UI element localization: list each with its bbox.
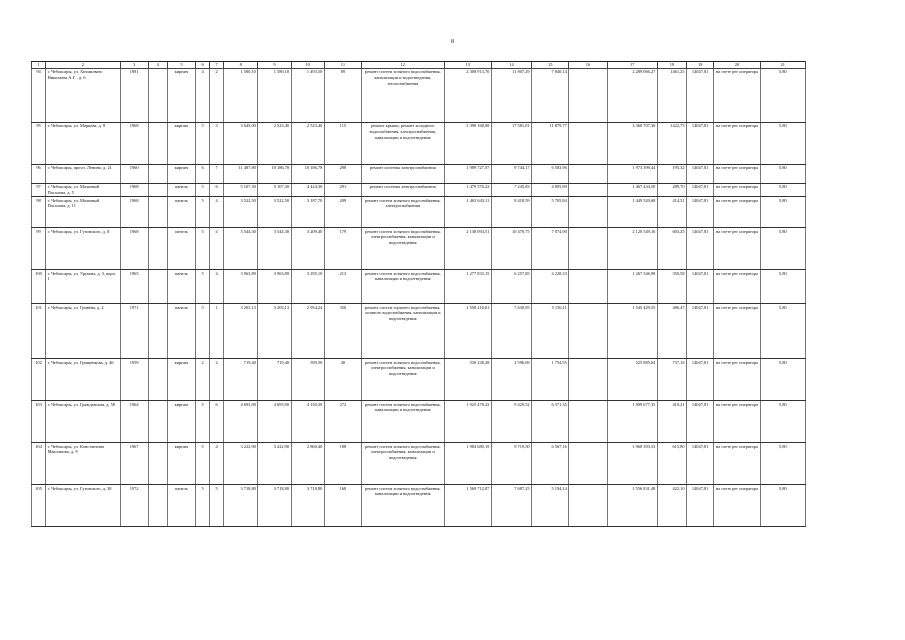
cell-planned-year: 5,80 xyxy=(760,164,805,183)
cell-residents: 213 xyxy=(324,270,361,304)
column-number-20: 20 xyxy=(714,62,760,69)
cell-fund-share: 9 744,17 xyxy=(491,164,531,183)
cell-fund-share: 7 245,83 xyxy=(491,183,531,196)
cell-year-built: 1967 xyxy=(120,443,148,485)
cell-repair-works: ремонт систем хозяного водоснабжения, электроснабжения xyxy=(362,197,445,228)
cell-premises-area: 3 203,13 xyxy=(258,304,291,359)
cell-year-commissioning xyxy=(148,183,167,196)
cell-municipal-share xyxy=(569,485,607,527)
cell-residential-area: 4 424,30 xyxy=(291,183,324,196)
cell-municipal-share xyxy=(569,443,607,485)
cell-residential-area: 4 150,30 xyxy=(291,401,324,443)
cell-municipal-share xyxy=(569,68,607,122)
cell-year-built: 1971 xyxy=(120,304,148,359)
cell-address: г. Чебоксары, ул. Константина Максимова, д. 9 xyxy=(46,443,120,485)
cell-cost-per-sqm: 1461,25 xyxy=(657,68,686,122)
cell-max-cost-per-sqm: 14047,81 xyxy=(687,228,714,270)
cell-entrances: 4 xyxy=(210,197,224,228)
cell-floors: 5 xyxy=(196,485,210,527)
table-row xyxy=(32,122,806,164)
cell-wall-material: кирпич xyxy=(167,68,195,122)
cell-cost-per-sqm: 615,80 xyxy=(657,443,686,485)
cell-budget-share: 5 705,84 xyxy=(532,197,569,228)
cell-residents: 89 xyxy=(324,68,361,122)
cell-floors: 5 xyxy=(196,228,210,270)
cell-entrances: 6 xyxy=(210,401,224,443)
cell-row-number: 101 xyxy=(32,304,46,359)
cell-entrances: 7 xyxy=(210,164,224,183)
cell-repair-works: ремонт систем хозяного водоснабжения, канализации и водоотведения xyxy=(362,485,445,527)
cell-repair-works: ремонт систем хозяного водоснабжения, канализации и водоотведения xyxy=(362,401,445,443)
cell-row-number: 104 xyxy=(32,443,46,485)
cell-year-built: 1968 xyxy=(120,122,148,164)
cell-total-cost: 3 390 168,08 xyxy=(444,122,491,164)
cell-cost-per-sqm: 195,32 xyxy=(657,164,686,183)
cell-fund-share: 11 807,29 xyxy=(491,68,531,122)
cell-municipal-share xyxy=(569,122,607,164)
cell-total-cost: 1 569 712,87 xyxy=(444,485,491,527)
cell-repair-works: ремонт систем хозяного водоснабжения, канализации и водоотведения xyxy=(362,270,445,304)
cell-cost-per-sqm: 289,70 xyxy=(657,183,686,196)
cell-residential-area: 2 860,40 xyxy=(291,443,324,485)
cell-floors: 5 xyxy=(196,197,210,228)
cell-total-area: 3 522,50 xyxy=(224,197,258,228)
cell-municipal-share xyxy=(569,197,607,228)
cell-wall-material: панель xyxy=(167,228,195,270)
cell-owners-share: 1 973 399,44 xyxy=(607,164,657,183)
cell-row-number: 97 xyxy=(32,183,46,196)
cell-year-built: 1965 xyxy=(120,270,148,304)
cell-fund-share: 2 596,69 xyxy=(491,359,531,401)
table-body xyxy=(32,68,806,526)
column-number-14: 14 xyxy=(491,62,531,69)
cell-municipal-share xyxy=(569,359,607,401)
cell-owners-share: 2 289 066,27 xyxy=(607,68,657,122)
column-number-17: 17 xyxy=(607,62,657,69)
column-number-19: 19 xyxy=(687,62,714,69)
cell-fund-share: 6 257,85 xyxy=(491,270,531,304)
cell-row-number: 105 xyxy=(32,485,46,527)
cell-entrances: 5 xyxy=(210,485,224,527)
column-number-10: 10 xyxy=(291,62,324,69)
cell-funding-method: на счете рег оператора xyxy=(714,68,760,122)
cell-premises-area: 4 693,90 xyxy=(258,401,291,443)
cell-year-built: 1972 xyxy=(120,485,148,527)
table-row xyxy=(32,164,806,183)
cell-year-built: 1960 xyxy=(120,164,148,183)
cell-max-cost-per-sqm: 14047,81 xyxy=(687,164,714,183)
cell-planned-year: 5,80 xyxy=(760,401,805,443)
cell-max-cost-per-sqm: 14047,81 xyxy=(687,122,714,164)
cell-row-number: 96 xyxy=(32,164,46,183)
cell-fund-share: 8 418,59 xyxy=(491,197,531,228)
cell-residential-area: 10 186,78 xyxy=(291,164,324,183)
cell-total-cost: 1 277 833,15 xyxy=(444,270,491,304)
cell-entrances: 4 xyxy=(210,270,224,304)
cell-wall-material: кирпич xyxy=(167,443,195,485)
cell-budget-share: 1 754,55 xyxy=(532,359,569,401)
cell-repair-works: ремонт крыши, ремонт холодного водоснабжения, электроснабжения, канализации и водоотведения xyxy=(362,122,445,164)
cell-fund-share: 10 470,75 xyxy=(491,228,531,270)
cell-row-number: 103 xyxy=(32,401,46,443)
cell-residents: 115 xyxy=(324,122,361,164)
cell-total-area: 5 107,30 xyxy=(224,183,258,196)
cell-planned-year: 5,80 xyxy=(760,443,805,485)
cell-total-cost: 530 238,28 xyxy=(444,359,491,401)
cell-row-number: 98 xyxy=(32,197,46,228)
cell-total-area: 3 645,00 xyxy=(224,122,258,164)
cell-year-commissioning xyxy=(148,401,167,443)
cell-year-commissioning xyxy=(148,228,167,270)
cell-funding-method: на счете рег оператора xyxy=(714,164,760,183)
cell-residential-area: 1 493,50 xyxy=(291,68,324,122)
cell-funding-method: на счете рег оператора xyxy=(714,443,760,485)
cell-planned-year: 5,80 xyxy=(760,359,805,401)
cell-premises-area: 3 718,80 xyxy=(258,485,291,527)
cell-repair-works: ремонт систем горячего водоснабжения, хозяного водоснабжения, канализации и водоотведения xyxy=(362,304,445,359)
cell-planned-year: 5,80 xyxy=(760,197,805,228)
table-row xyxy=(32,304,806,359)
cell-total-area: 4 693,90 xyxy=(224,401,258,443)
cell-max-cost-per-sqm: 14047,81 xyxy=(687,197,714,228)
cell-owners-share: 1 909 677,35 xyxy=(607,401,657,443)
table-row xyxy=(32,485,806,527)
cell-residential-area: 3 209,40 xyxy=(291,228,324,270)
cell-year-built: 1964 xyxy=(120,401,148,443)
cell-municipal-share xyxy=(569,228,607,270)
cell-total-area: 3 222,90 xyxy=(224,443,258,485)
cell-total-cost: 1 479 576,22 xyxy=(444,183,491,196)
cell-owners-share: 1 968 393,53 xyxy=(607,443,657,485)
cell-year-commissioning xyxy=(148,485,167,527)
cell-fund-share: 17 581,01 xyxy=(491,122,531,164)
cell-max-cost-per-sqm: 14047,81 xyxy=(687,401,714,443)
cell-max-cost-per-sqm: 14047,81 xyxy=(687,304,714,359)
cell-year-commissioning xyxy=(148,164,167,183)
cell-max-cost-per-sqm: 14047,81 xyxy=(687,68,714,122)
column-number-8: 8 xyxy=(224,62,258,69)
cell-entrances: 4 xyxy=(210,443,224,485)
cell-row-number: 99 xyxy=(32,228,46,270)
cell-wall-material: панель xyxy=(167,270,195,304)
cell-floors: 5 xyxy=(196,183,210,196)
column-number-2: 2 xyxy=(46,62,120,69)
table-row xyxy=(32,228,806,270)
cell-repair-works: ремонт системы электроснабжения xyxy=(362,164,445,183)
cell-residential-area: 3 295,10 xyxy=(291,270,324,304)
cell-floors: 5 xyxy=(196,401,210,443)
cell-floors: 6 xyxy=(196,164,210,183)
cell-budget-share: 5 194,14 xyxy=(532,485,569,527)
column-number-16: 16 xyxy=(569,62,607,69)
cell-residents: 298 xyxy=(324,164,361,183)
cell-owners-share: 3 360 707,30 xyxy=(607,122,657,164)
cell-budget-share: 6 567,16 xyxy=(532,443,569,485)
cell-year-commissioning xyxy=(148,122,167,164)
cell-cost-per-sqm: 410,21 xyxy=(657,401,686,443)
cell-owners-share: 525 885,04 xyxy=(607,359,657,401)
cell-year-built: 1968 xyxy=(120,197,148,228)
cell-year-built: 1981 xyxy=(120,68,148,122)
table-row xyxy=(32,197,806,228)
table-row xyxy=(32,68,806,122)
cell-residents: 350 xyxy=(324,304,361,359)
cell-premises-area: 10 186,78 xyxy=(258,164,291,183)
column-number-4: 4 xyxy=(148,62,167,69)
cell-cost-per-sqm: 486,47 xyxy=(657,304,686,359)
cell-total-cost: 1 558 216,61 xyxy=(444,304,491,359)
cell-residents: 209 xyxy=(324,197,361,228)
cell-total-area: 11 487,80 xyxy=(224,164,258,183)
cell-premises-area: 5 107,30 xyxy=(258,183,291,196)
cell-address: г. Чебоксары, ул. Малинкой Пасалова, д. 11 xyxy=(46,197,120,228)
cell-total-area: 3 203,13 xyxy=(224,304,258,359)
table-row xyxy=(32,359,806,401)
cell-cost-per-sqm: 737,16 xyxy=(657,359,686,401)
cell-floors: 2 xyxy=(196,359,210,401)
table-row xyxy=(32,183,806,196)
cell-year-commissioning xyxy=(148,68,167,122)
cell-repair-works: ремонт систем хозяного водоснабжения, электроснабжения, канализации и водоотведения xyxy=(362,228,445,270)
column-number-3: 3 xyxy=(120,62,148,69)
cell-funding-method: на счете рег оператора xyxy=(714,401,760,443)
cell-total-area: 3 963,89 xyxy=(224,270,258,304)
cell-address: г. Чебоксары, ул. Гузовского, д. 8 xyxy=(46,228,120,270)
cell-budget-share: 11 879,77 xyxy=(532,122,569,164)
cell-budget-share: 6 371,35 xyxy=(532,401,569,443)
cell-address: г. Чебоксары, просп. Ленина, д. 21 xyxy=(46,164,120,183)
cell-wall-material: панель xyxy=(167,183,195,196)
cell-residents: 272 xyxy=(324,401,361,443)
cell-premises-area: 3 544,30 xyxy=(258,228,291,270)
cell-wall-material: панель xyxy=(167,304,195,359)
cell-year-built: 1968 xyxy=(120,228,148,270)
cell-fund-share: 7 687,25 xyxy=(491,485,531,527)
cell-floors: 5 xyxy=(196,304,210,359)
cell-planned-year: 5,80 xyxy=(760,228,805,270)
cell-budget-share: 6 583,96 xyxy=(532,164,569,183)
cell-total-cost: 1 463 643,11 xyxy=(444,197,491,228)
column-number-5: 5 xyxy=(167,62,195,69)
cell-municipal-share xyxy=(569,401,607,443)
cell-funding-method: на счете рег оператора xyxy=(714,183,760,196)
cell-premises-area: 3 222,90 xyxy=(258,443,291,485)
cell-address: г. Чебоксары, ул. Хочмилвато Николаева А.Г. , д. 6 xyxy=(46,68,120,122)
column-number-18: 18 xyxy=(657,62,686,69)
cell-repair-works: ремонт системы электроснабжения xyxy=(362,183,445,196)
table-row xyxy=(32,443,806,485)
cell-total-cost: 2 138 094,51 xyxy=(444,228,491,270)
cell-municipal-share xyxy=(569,304,607,359)
cell-entrances: 4 xyxy=(210,228,224,270)
cell-cost-per-sqm: 350,58 xyxy=(657,270,686,304)
cell-planned-year: 5,80 xyxy=(760,270,805,304)
cell-residential-area: 2 523,40 xyxy=(291,122,324,164)
cell-funding-method: на счете рег оператора xyxy=(714,122,760,164)
housing-repair-register-table xyxy=(31,61,806,527)
cell-wall-material: кирпич xyxy=(167,359,195,401)
cell-premises-area: 1 580,10 xyxy=(258,68,291,122)
cell-total-cost: 1 984 680,19 xyxy=(444,443,491,485)
cell-residents: 291 xyxy=(324,183,361,196)
cell-municipal-share xyxy=(569,183,607,196)
cell-planned-year: 5,80 xyxy=(760,122,805,164)
cell-funding-method: на счете рег оператора xyxy=(714,228,760,270)
cell-address: г. Чебоксары, ул. Малинкой Пасалова, д. 5 xyxy=(46,183,120,196)
cell-funding-method: на счете рег оператора xyxy=(714,359,760,401)
cell-floors: 5 xyxy=(196,122,210,164)
cell-planned-year: 5,80 xyxy=(760,68,805,122)
cell-entrances: 2 xyxy=(210,68,224,122)
cell-wall-material: кирпич xyxy=(167,401,195,443)
cell-premises-area: 719,40 xyxy=(258,359,291,401)
cell-year-commissioning xyxy=(148,359,167,401)
cell-owners-share: 1 449 520,68 xyxy=(607,197,657,228)
cell-cost-per-sqm: 1422,75 xyxy=(657,122,686,164)
cell-total-area: 3 718,80 xyxy=(224,485,258,527)
cell-budget-share: 7 840,14 xyxy=(532,68,569,122)
cell-year-commissioning xyxy=(148,443,167,485)
cell-max-cost-per-sqm: 14047,81 xyxy=(687,443,714,485)
cell-owners-share: 1 545 429,55 xyxy=(607,304,657,359)
cell-repair-works: ремонт систем хозяного водоснабжения, канализации и водоотведения, теплоснабжения xyxy=(362,68,445,122)
cell-budget-share: 5 156,11 xyxy=(532,304,569,359)
column-number-11: 11 xyxy=(324,62,361,69)
cell-year-built: 1968 xyxy=(120,183,148,196)
cell-planned-year: 5,80 xyxy=(760,183,805,196)
column-number-6: 6 xyxy=(196,62,210,69)
cell-total-cost: 1 925 478,22 xyxy=(444,401,491,443)
cell-address: г. Чебоксары, ул. Гузовского, д. 38 xyxy=(46,485,120,527)
cell-wall-material: кирпич xyxy=(167,164,195,183)
cell-budget-share: 4 228,33 xyxy=(532,270,569,304)
column-number-7: 7 xyxy=(210,62,224,69)
cell-entrances: 3 xyxy=(210,122,224,164)
cell-residential-area: 2 954,24 xyxy=(291,304,324,359)
cell-row-number: 94 xyxy=(32,68,46,122)
table-row xyxy=(32,270,806,304)
cell-wall-material: панель xyxy=(167,485,195,527)
cell-cost-per-sqm: 414,51 xyxy=(657,197,686,228)
cell-row-number: 102 xyxy=(32,359,46,401)
cell-residential-area: 3 187,70 xyxy=(291,197,324,228)
cell-year-commissioning xyxy=(148,270,167,304)
cell-owners-share: 1 267 346,98 xyxy=(607,270,657,304)
cell-row-number: 100 xyxy=(32,270,46,304)
cell-fund-share: 7 630,95 xyxy=(491,304,531,359)
cell-municipal-share xyxy=(569,164,607,183)
cell-owners-share: 1 556 831,48 xyxy=(607,485,657,527)
column-number-15: 15 xyxy=(532,62,569,69)
cell-year-commissioning xyxy=(148,197,167,228)
cell-funding-method: на счете рег оператора xyxy=(714,304,760,359)
column-number-12: 12 xyxy=(362,62,445,69)
cell-wall-material: панель xyxy=(167,197,195,228)
cell-total-area: 1 580,10 xyxy=(224,68,258,122)
cell-floors: 5 xyxy=(196,270,210,304)
column-number-13: 13 xyxy=(444,62,491,69)
cell-premises-area: 3 522,50 xyxy=(258,197,291,228)
cell-residents: 40 xyxy=(324,359,361,401)
cell-residents: 168 xyxy=(324,485,361,527)
cell-entrances: 6 xyxy=(210,183,224,196)
column-number-header xyxy=(32,62,806,69)
cell-funding-method: на счете рег оператора xyxy=(714,197,760,228)
cell-premises-area: 3 963,89 xyxy=(258,270,291,304)
cell-address: г. Чебоксары, ул. Гривёва, д. 4 xyxy=(46,304,120,359)
cell-address: г. Чебоксары, ул. Урукова, д. 3, корп. 1 xyxy=(46,270,120,304)
cell-floors: 4 xyxy=(196,68,210,122)
cell-cost-per-sqm: 603,25 xyxy=(657,228,686,270)
cell-year-commissioning xyxy=(148,304,167,359)
cell-address: г. Чебоксары, ул. Гражданская, д. 58 xyxy=(46,401,120,443)
cell-year-built: 1959 xyxy=(120,359,148,401)
cell-planned-year: 5,80 xyxy=(760,304,805,359)
cell-floors: 5 xyxy=(196,443,210,485)
cell-max-cost-per-sqm: 14047,81 xyxy=(687,270,714,304)
cell-fund-share: 9 429,52 xyxy=(491,401,531,443)
cell-address: г. Чебоксары, ул. Марцева, д. 8 xyxy=(46,122,120,164)
cell-max-cost-per-sqm: 14047,81 xyxy=(687,485,714,527)
cell-entrances: 1 xyxy=(210,304,224,359)
column-number-21: 21 xyxy=(760,62,805,69)
cell-residents: 179 xyxy=(324,228,361,270)
cell-owners-share: 1 467 434,50 xyxy=(607,183,657,196)
cell-planned-year: 5,80 xyxy=(760,485,805,527)
cell-residents: 188 xyxy=(324,443,361,485)
cell-funding-method: на счете рег оператора xyxy=(714,270,760,304)
cell-wall-material: кирпич xyxy=(167,122,195,164)
page-number: 8 xyxy=(451,39,454,45)
cell-row-number: 95 xyxy=(32,122,46,164)
cell-address: г. Чебоксары, ул. Грищенкова, д. 46 xyxy=(46,359,120,401)
cell-residential-area: 599,50 xyxy=(291,359,324,401)
cell-budget-share: 7 074,90 xyxy=(532,228,569,270)
cell-max-cost-per-sqm: 14047,81 xyxy=(687,183,714,196)
cell-max-cost-per-sqm: 14047,81 xyxy=(687,359,714,401)
cell-cost-per-sqm: 422,10 xyxy=(657,485,686,527)
cell-total-cost: 1 989 727,57 xyxy=(444,164,491,183)
table-row xyxy=(32,401,806,443)
cell-entrances: 2 xyxy=(210,359,224,401)
cell-repair-works: ремонт систем хозяного водоснабжения, электроснабжения, канализации и водоотведения xyxy=(362,443,445,485)
cell-funding-method: на счете рег оператора xyxy=(714,485,760,527)
cell-total-cost: 2 308 913,70 xyxy=(444,68,491,122)
cell-residential-area: 3 718,80 xyxy=(291,485,324,527)
column-number-9: 9 xyxy=(258,62,291,69)
cell-repair-works: ремонт систем хозяного водоснабжения, электроснабжения, канализации и водоотведения xyxy=(362,359,445,401)
column-number-1: 1 xyxy=(32,62,46,69)
cell-municipal-share xyxy=(569,270,607,304)
cell-premises-area: 2 523,40 xyxy=(258,122,291,164)
cell-owners-share: 2 120 549,16 xyxy=(607,228,657,270)
cell-fund-share: 9 719,50 xyxy=(491,443,531,485)
cell-total-area: 719,40 xyxy=(224,359,258,401)
cell-budget-share: 4 895,89 xyxy=(532,183,569,196)
cell-total-area: 3 544,30 xyxy=(224,228,258,270)
